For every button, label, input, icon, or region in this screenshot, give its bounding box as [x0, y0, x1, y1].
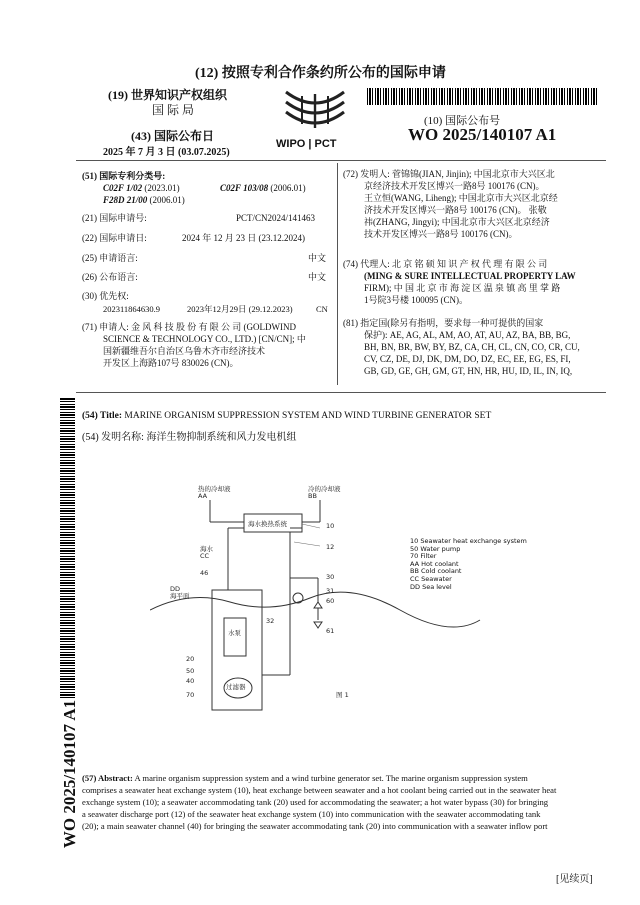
agent-line: 1号院3号楼 100095 (CN)。 [364, 295, 468, 305]
abstract-line: (20); a main seawater channel (40) for bringing the seawater accommodating tank (20) into communication with a seawater inflow port [82, 821, 548, 831]
ipc-line-1b: C02F 103/08 (2006.01) [220, 183, 306, 193]
top-barcode [367, 88, 597, 105]
column-divider [337, 163, 338, 385]
seawater-label: 海水 CC [200, 545, 213, 560]
filing-language: 中文 [308, 253, 327, 263]
hot-coolant-label: 热的冷却液 AA [198, 485, 231, 500]
system-diagram [150, 470, 600, 745]
legend-item: 50 Water pump [410, 544, 461, 553]
wipo-org-name: (19) 世界知识产权组织 [108, 88, 227, 102]
states-line: CV, CZ, DE, DJ, DK, DM, DO, DZ, EC, EE, EG, ES, FI, [364, 354, 571, 364]
ref-num: 31 [326, 587, 335, 595]
states-line: 保护): AE, AG, AL, AM, AO, AT, AU, AZ, BA, BB, BG, [364, 330, 571, 340]
inventor-line: (72) 发明人: 菅锦锦(JIAN, Jinjin); 中国北京市大兴区北 [343, 169, 555, 179]
agent-line: FIRM); 中 国 北 京 市 海 淀 区 温 泉 镇 高 里 掌 路 [364, 283, 561, 293]
filing-date: 2024 年 12 月 23 日 (23.12.2024) [182, 233, 305, 243]
ipc-line-1a: C02F 1/02 (2023.01) [103, 183, 180, 193]
abstract-line: comprises a seawater heat exchange system (10), heat exchange between seawater and a hot coolant being carried out in the seawater heat [82, 785, 557, 795]
applicant-line: 开发区上海路107号 830026 (CN)。 [103, 358, 239, 368]
inventor-line: 济技术开发区博兴一路8号 100176 (CN)。 张敬 [364, 205, 547, 215]
states-line: BH, BN, BR, BW, BY, BZ, CA, CH, CL, CN, CO, CR, CU, [364, 342, 580, 352]
applicant-line: (71) 申请人: 金 风 科 技 股 份 有 限 公 司 (GOLDWIND [82, 322, 296, 332]
priority-label: (30) 优先权: [82, 291, 129, 301]
document-title: (12) 按照专利合作条约所公布的国际申请 [195, 66, 446, 81]
ref-num: 46 [200, 569, 209, 577]
ref-num: 30 [326, 573, 335, 581]
cold-coolant-label: 冷的冷却液 BB [308, 485, 341, 500]
priority-country: CN [316, 304, 328, 314]
title-english: (54) Title: MARINE ORGANISM SUPPRESSION SYSTEM AND WIND TURBINE GENERATOR SET [82, 411, 492, 421]
wipo-logo [278, 88, 352, 150]
ref-num: 10 [326, 522, 335, 530]
publication-language: 中文 [308, 272, 327, 282]
legend-item: BB Cold coolant [410, 567, 462, 576]
inventor-line: 技术开发区博兴一路8号 100176 (CN)。 [364, 229, 518, 239]
legend-item: AA Hot coolant [410, 559, 459, 568]
application-number-label: (21) 国际申请号: [82, 213, 147, 223]
application-number: PCT/CN2024/141463 [236, 213, 316, 223]
heat-exchange-box-label: 海水换热系统 [248, 520, 287, 528]
inventor-block [343, 168, 605, 240]
ref-num: 60 [326, 597, 335, 605]
abstract-line: exchange system (10); a seawater accommodating tank (20) used for accommodating the seawater; a hot water bypass (30) for bringing [82, 797, 549, 807]
figure-caption: 图 1 [336, 691, 349, 699]
ipc-line-2: F28D 21/00 (2006.01) [103, 195, 185, 205]
sea-level-label: DD 海平面 [170, 585, 190, 600]
continued-note: [见续页] [556, 874, 593, 885]
header-divider [76, 160, 606, 161]
ref-num: 61 [326, 627, 335, 635]
publication-date-label: (43) 国际公布日 [131, 129, 214, 143]
legend-item: 10 Seawater heat exchange system [410, 537, 527, 545]
legend-item: DD Sea level [410, 582, 452, 591]
designated-states-block [343, 317, 605, 377]
ref-num: 40 [186, 677, 195, 685]
title-chinese: (54) 发明名称: 海洋生物抑制系统和风力发电机组 [82, 432, 297, 443]
states-line: GB, GD, GE, GH, GM, GT, HN, HR, HU, ID, IL, IN, IQ, [364, 366, 573, 376]
wipo-pct-text: WIPO | PCT [276, 138, 337, 150]
publication-number: WO 2025/140107 A1 [408, 125, 557, 144]
priority-number: 202311864630.9 [103, 304, 161, 314]
agent-block [343, 258, 605, 306]
ref-num: 50 [186, 667, 195, 675]
filing-language-label: (25) 申请语言: [82, 253, 138, 263]
figure-1 [150, 470, 600, 745]
inventor-line: 王立恒(WANG, Liheng); 中国北京市大兴区北京经 [364, 193, 558, 203]
publication-language-label: (26) 公布语言: [82, 272, 138, 282]
ipc-label: (51) 国际专利分类号: [82, 171, 166, 181]
applicant-line: 国新疆维吾尔自治区乌鲁木齐市经济技术 [103, 346, 266, 356]
filter-label: 过滤器 [226, 683, 246, 691]
title-divider [76, 392, 606, 393]
filing-date-label: (22) 国际申请日: [82, 233, 147, 243]
ref-num: 20 [186, 655, 195, 663]
figure-legend [410, 538, 527, 591]
applicant-block [82, 321, 334, 369]
agent-line: (74) 代理人: 北 京 铭 硕 知 识 产 权 代 理 有 限 公 司 [343, 259, 548, 269]
ref-num: 12 [326, 543, 335, 551]
publication-number-label: (10) 国际公布号 [424, 115, 501, 127]
legend-item: CC Seawater [410, 574, 452, 583]
priority-date: 2023年12月29日 (29.12.2023) [187, 304, 293, 314]
side-publication-number: WO 2025/140107 A1 [60, 699, 79, 849]
ref-num: 70 [186, 691, 195, 699]
ref-num: 32 [266, 617, 275, 625]
pump-label: 水泵 [228, 629, 241, 637]
states-line: (81) 指定国(除另有指明，要求每一种可提供的国家 [343, 318, 544, 328]
agent-line: (MING & SURE INTELLECTUAL PROPERTY LAW [364, 271, 576, 281]
applicant-line: SCIENCE & TECHNOLOGY CO., LTD.) [CN/CN]; 中 [103, 334, 306, 344]
inventor-line: 祎(ZHANG, Jingyi); 中国北京市大兴区北京经济 [364, 217, 550, 227]
legend-item: 70 Filter [410, 552, 437, 561]
publication-date-value: 2025 年 7 月 3 日 (03.07.2025) [103, 147, 230, 158]
abstract [82, 772, 602, 832]
international-bureau: 国 际 局 [152, 103, 195, 117]
abstract-line: a seawater discharge port (12) of the seawater heat exchange system (10) into communication with the seawater accommodating tank [82, 809, 541, 819]
abstract-line: (57) Abstract: A marine organism suppression system and a wind turbine generator set. The marine organism suppression system [82, 773, 528, 783]
inventor-line: 京经济技术开发区博兴一路8号 100176 (CN)。 [364, 181, 545, 191]
